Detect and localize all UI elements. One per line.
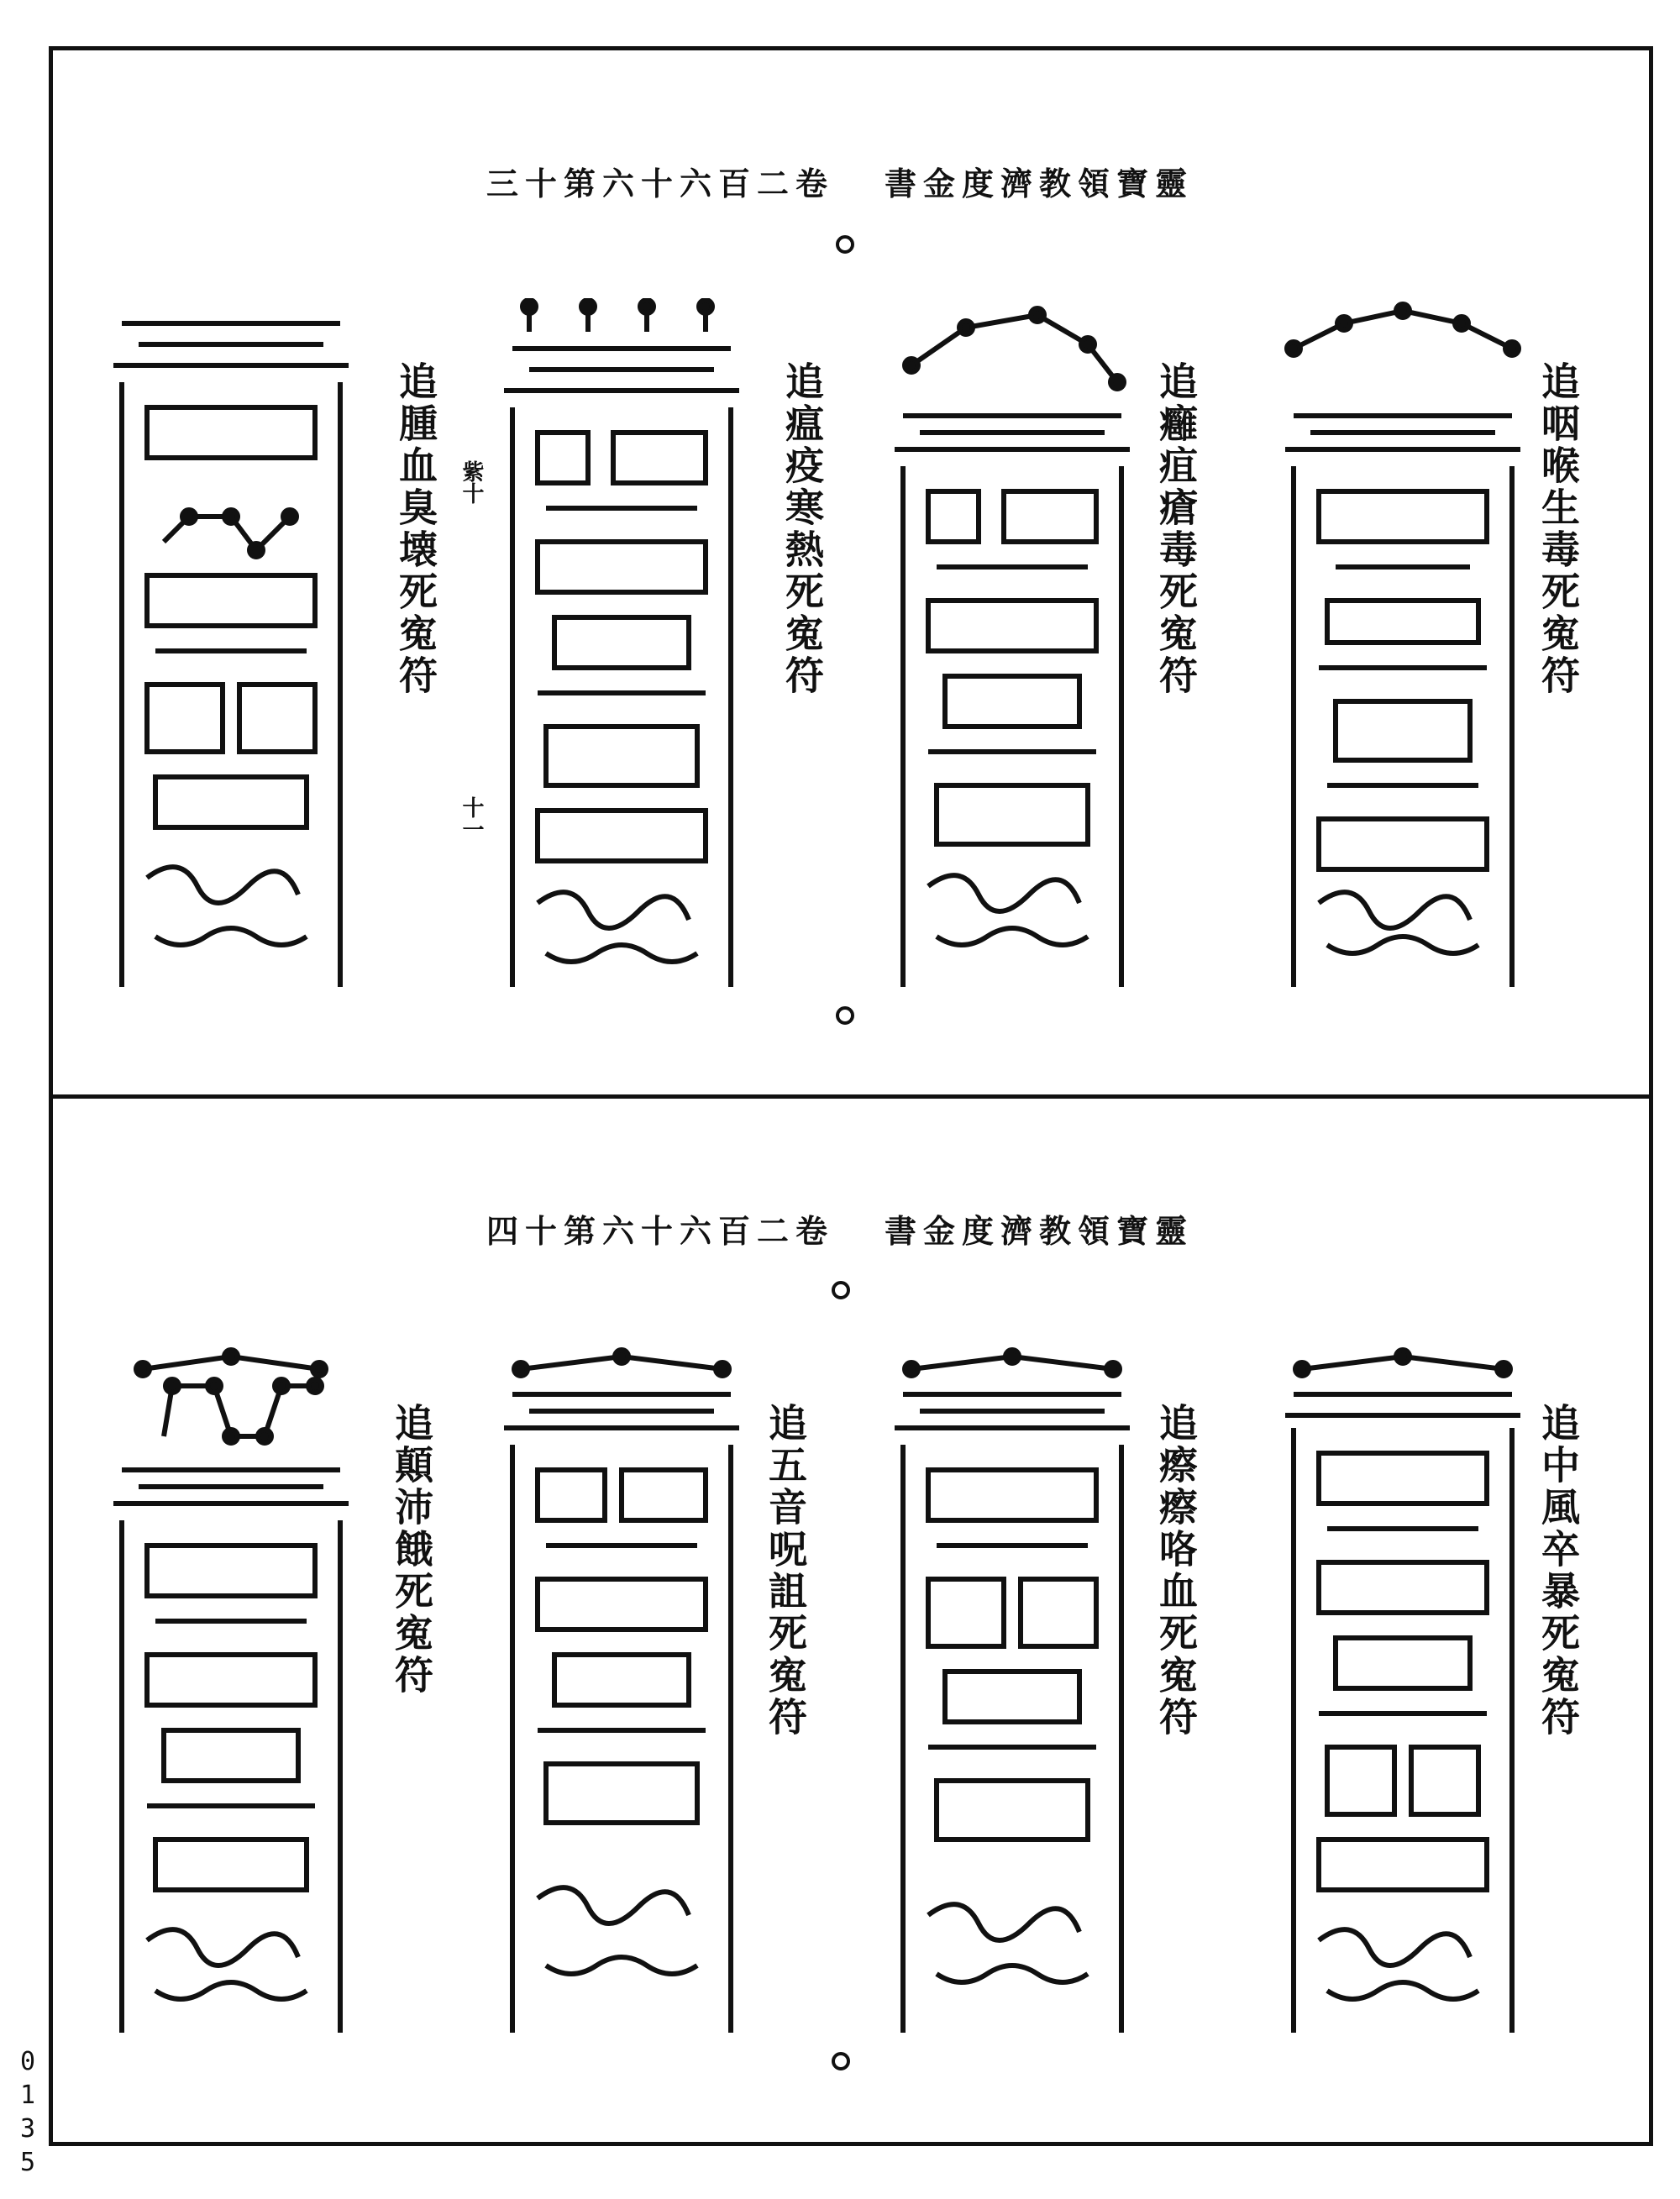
top-header <box>353 155 1327 206</box>
binding-hole <box>836 235 854 254</box>
talisman-label: 追瘟疫寒熱死寃符 <box>780 361 825 697</box>
talisman-label: 追五音呪詛死寃符 <box>763 1403 808 1739</box>
talisman-seal <box>105 298 357 1004</box>
page-number <box>15 2045 40 2180</box>
talisman-seal <box>1277 1344 1529 2049</box>
binding-hole <box>836 1006 854 1025</box>
binding-hole <box>832 2052 850 2070</box>
page-number-digit: 5 <box>19 2148 36 2177</box>
talisman-seal <box>886 298 1138 1004</box>
talisman-seal <box>1277 298 1529 1004</box>
talisman-label: 追瘵瘵咯血死寃符 <box>1153 1403 1199 1739</box>
talisman-seal <box>496 1344 748 2049</box>
talisman-label: 追癰疽瘡毒死寃符 <box>1153 361 1199 697</box>
bottom-header-volume: 卷二百六十六第十四 <box>486 1211 834 1250</box>
side-note: 十一 <box>459 796 484 840</box>
talisman-seal <box>496 298 748 1004</box>
top-header-volume: 卷二百六十六第十三 <box>486 164 834 202</box>
bottom-header-title: 靈寶領教濟度金書 <box>885 1211 1194 1250</box>
page-number-digit: 3 <box>19 2114 36 2144</box>
bottom-header <box>353 1203 1327 1253</box>
talisman-seal <box>886 1344 1138 2049</box>
talisman-label: 追顛沛餓死寃符 <box>389 1403 434 1697</box>
talisman-label: 追中風卒暴死寃符 <box>1536 1403 1581 1739</box>
talisman-label: 追咽喉生毒死寃符 <box>1536 361 1581 697</box>
talisman-label: 追腫血臭壊死寃符 <box>393 361 438 697</box>
page-number-digit: 0 <box>19 2047 36 2076</box>
page-number-digit: 1 <box>19 2081 36 2110</box>
top-header-title: 靈寶領教濟度金書 <box>885 164 1194 202</box>
side-note: 紫十 <box>459 460 484 504</box>
panel-divider <box>49 1094 1653 1099</box>
binding-hole <box>832 1281 850 1299</box>
talisman-seal <box>105 1344 357 2049</box>
